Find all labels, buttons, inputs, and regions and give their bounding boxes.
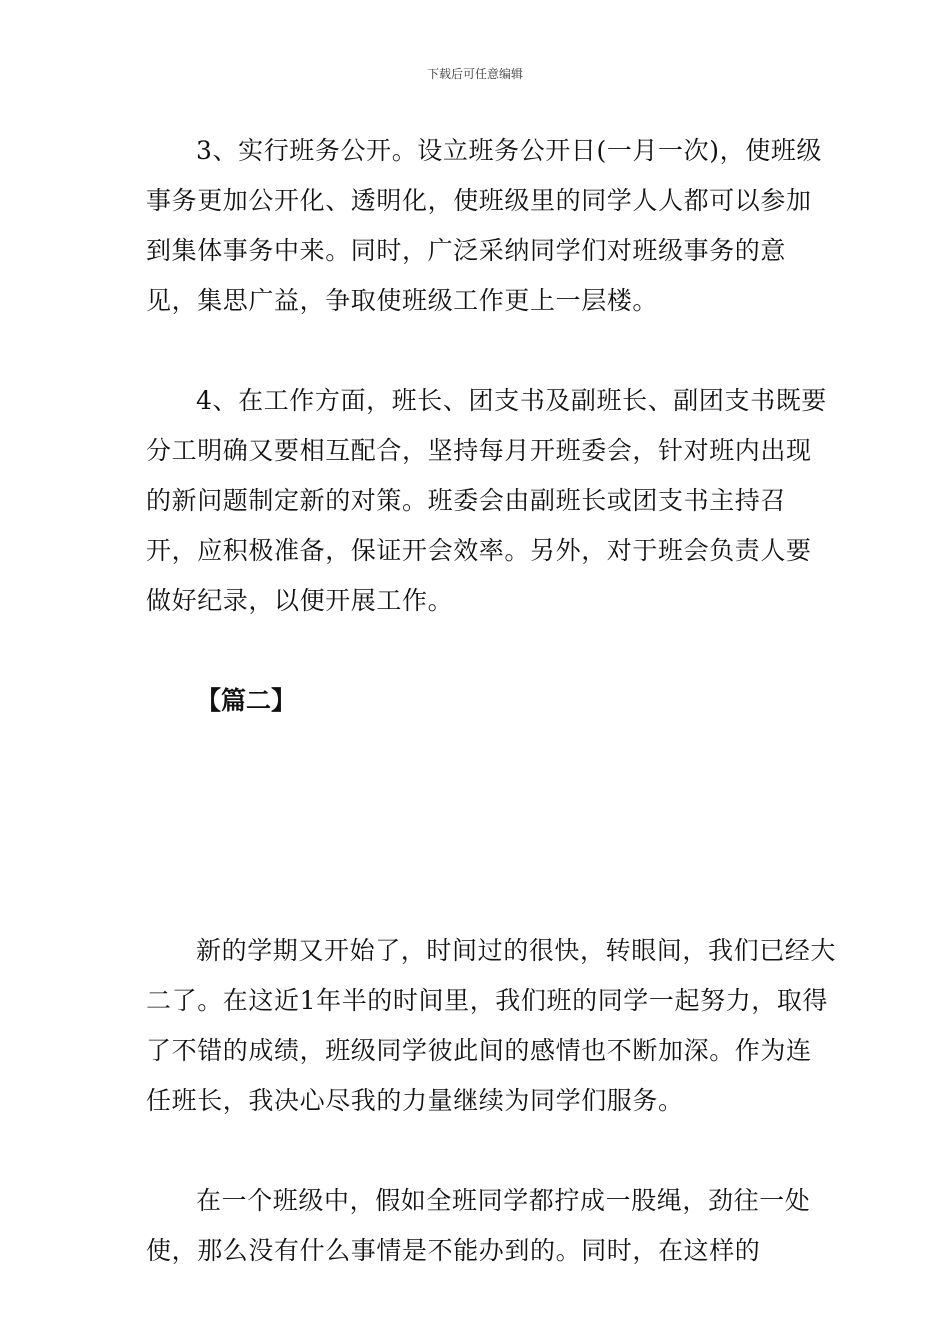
page-header: 下载后可任意编辑 xyxy=(426,67,523,81)
section-title: 【篇二】 xyxy=(196,686,297,715)
section-gap xyxy=(146,726,836,926)
paragraph-gap xyxy=(146,1126,836,1176)
paragraph-gap xyxy=(146,626,836,676)
paragraph-item-4: 4、在工作方面，班长、团支书及副班长、副团支书既要分工明确又要相互配合，坚持每月开班委会，针对班内出现的新问题制定新的对策。班委会由副班长或团支书主持召开，应积极准备，保证开会效率。另外，对于班会负责人要做好纪录，以便开展工作。 xyxy=(146,386,827,615)
paragraph-new-semester: 新的学期又开始了，时间过的很快，转眼间，我们已经大二了。在这近1年半的时间里，我们班的同学一起努力，取得了不错的成绩，班级同学彼此间的感情也不断加深。作为连任班长，我决心尽我的力量继续为同学们服务。 xyxy=(146,936,837,1115)
paragraph-class-unity: 在一个班级中，假如全班同学都拧成一股绳，劲往一处使，那么没有什么事情是不能办到的。同时，在这样的 xyxy=(146,1186,811,1265)
document-body xyxy=(146,126,836,1276)
paragraph-item-3: 3、实行班务公开。设立班务公开日(一月一次)，使班级事务更加公开化、透明化，使班级里的同学人人都可以参加到集体事务中来。同时，广泛采纳同学们对班级事务的意见，集思广益，争取使班级工作更上一层楼。 xyxy=(146,136,823,315)
paragraph-gap xyxy=(146,326,836,376)
